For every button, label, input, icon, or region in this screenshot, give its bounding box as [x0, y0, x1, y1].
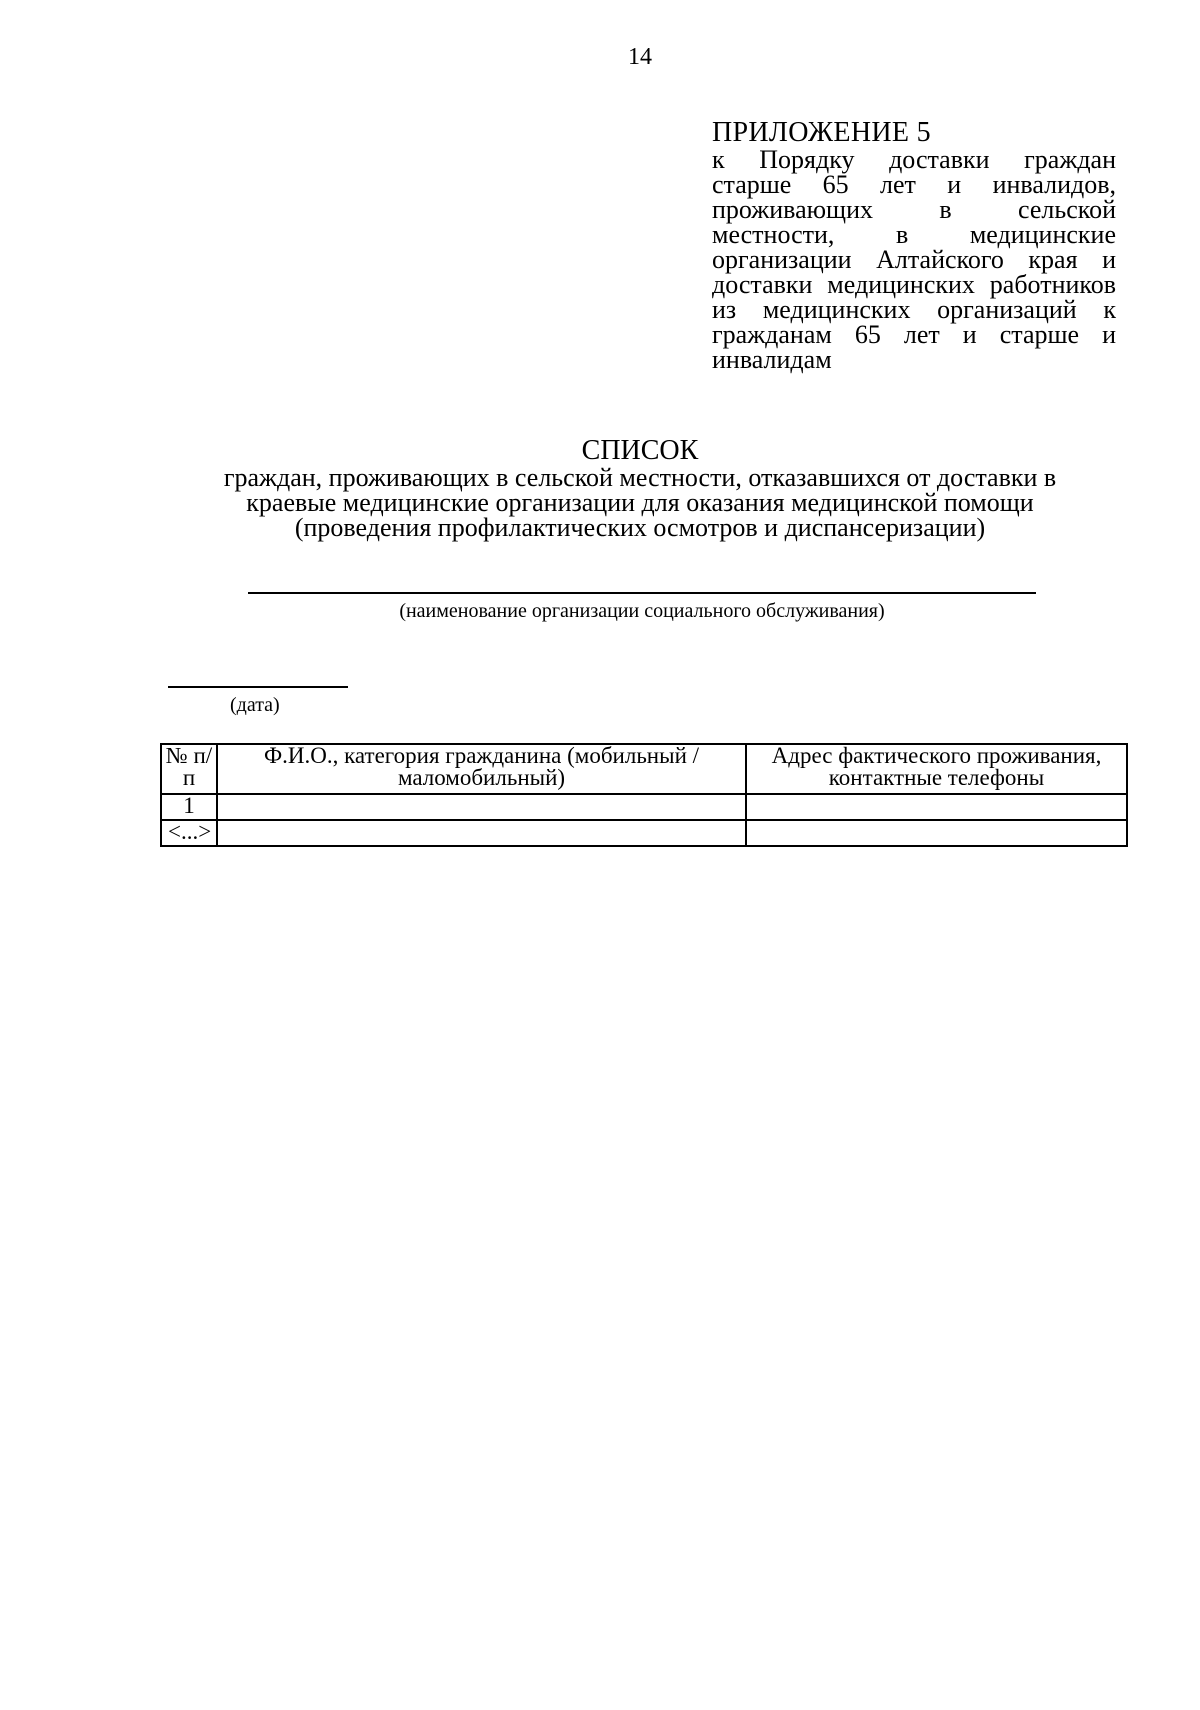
appendix-block: [712, 117, 1116, 374]
list-title: СПИСОК: [581, 435, 699, 466]
header-number: № п/п: [161, 744, 217, 794]
row-name: [217, 820, 746, 846]
list-heading: [200, 435, 1080, 542]
table-header-row: [161, 744, 1127, 794]
date-caption: (дата): [230, 694, 280, 716]
list-subtitle: граждан, проживающих в сельской местности, отказавшихся от доставки в краевые медицинские организации для оказания медицинской помощи (проведения профилактических осмотров и диспансеризации): [223, 463, 1057, 542]
appendix-text: к Порядку доставки граждан старше 65 лет и инвалидов, проживающих в сельской местности, в медицинские организации Алтайского края и доставки медицинских работников из медицинских организаций к гражданам 65 лет и старше и инвалидам: [712, 145, 1116, 374]
row-address: [746, 794, 1127, 820]
table-row: [161, 820, 1127, 846]
row-address: [746, 820, 1127, 846]
row-number: 1: [161, 794, 217, 820]
organization-caption: (наименование организации социального обслуживания): [399, 600, 885, 622]
organization-name-line: [248, 592, 1036, 594]
appendix-title: ПРИЛОЖЕНИЕ 5: [712, 117, 931, 148]
page-number: 14: [628, 44, 652, 70]
header-name: Ф.И.О., категория гражданина (мобильный / маломобильный): [217, 744, 746, 794]
header-address: Адрес фактического проживания, контактные телефоны: [746, 744, 1127, 794]
date-line: [168, 686, 348, 688]
row-name: [217, 794, 746, 820]
row-number: <...>: [161, 820, 217, 846]
table-row: [161, 794, 1127, 820]
citizens-table: [160, 743, 1128, 847]
